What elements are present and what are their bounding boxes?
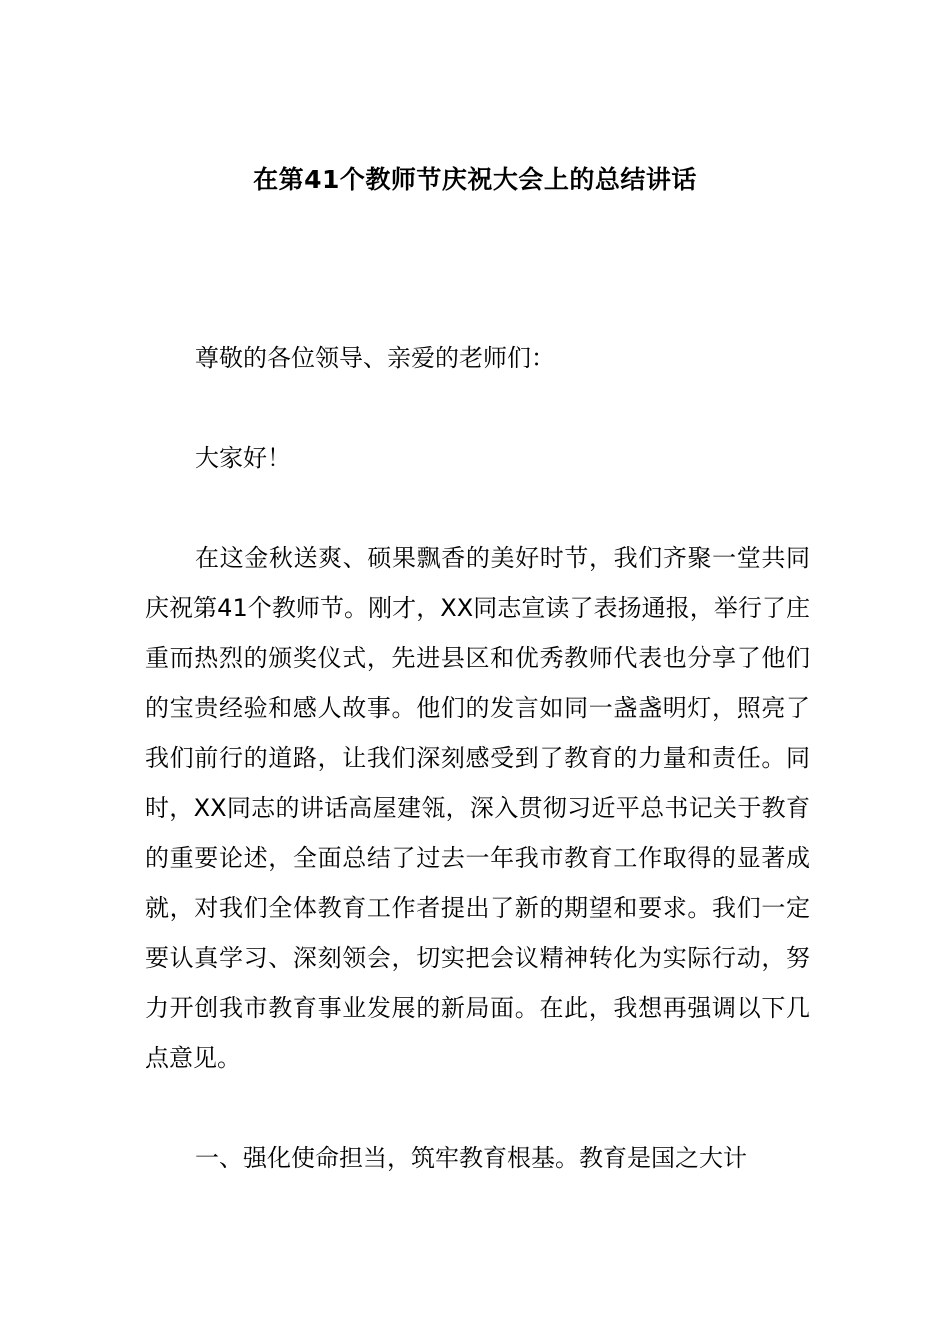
salutation-paragraph: 尊敬的各位领导、亲爱的老师们： <box>195 344 555 372</box>
body-paragraph-2: 一、强化使命担当，筑牢教育根基。教育是国之大计 <box>195 1144 747 1172</box>
body-paragraph-1: 在这金秋送爽、硕果飘香的美好时节，我们齐聚一堂共同庆祝第41个教师节。刚才，XX同志宣读了表扬通报，举行了庄重而热烈的颁奖仪式，先进县区和优秀教师代表也分享了他们的宝贵经验和感人故事。他们的发言如同一盏盏明灯，照亮了我们前行的道路，让我们深刻感受到了教育的力量和责任。同时，XX同志的讲话高屋建瓴，深入贯彻习近平总书记关于教育的重要论述，全面总结了过去一年我市教育工作取得的显著成就，对我们全体教育工作者提出了新的期望和要求。我们一定要认真学习、深刻领会，切实把会议精神转化为实际行动，努力开创我市教育事业发展的新局面。在此，我想再强调以下几点意见。 <box>145 544 810 1072</box>
greeting-paragraph: 大家好！ <box>195 444 291 472</box>
document-title: 在第41个教师节庆祝大会上的总结讲话 <box>253 165 697 194</box>
